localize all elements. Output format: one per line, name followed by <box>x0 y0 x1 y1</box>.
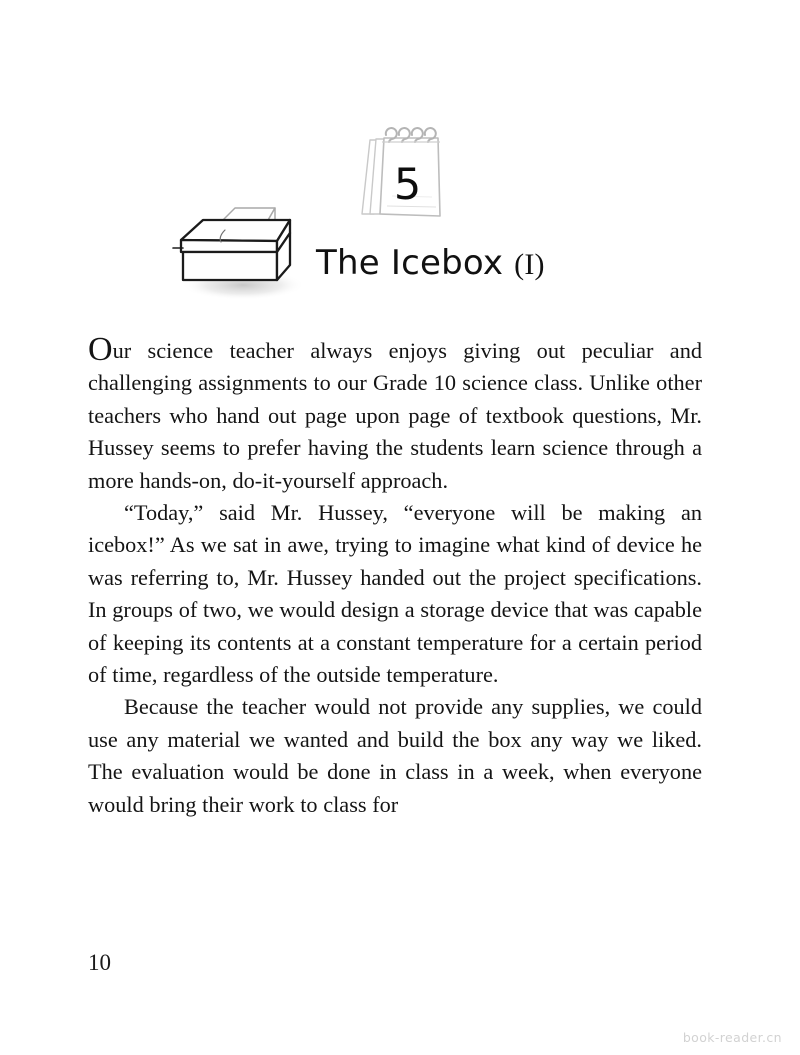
icebox-illustration <box>163 186 319 304</box>
chapter-title <box>316 243 545 283</box>
paragraph-text: “Today,” said Mr. Hussey, “everyone will be making an icebox!” As we sat in awe, trying to imagine what kind of device he was referring to, Mr. Hussey handed out the project specifications. In groups of two, we would design a storage device that was capable of keeping its contents at a constant temperature for a certain period of time, regardless of the outside temperature. <box>88 500 702 688</box>
chapter-title-numeral: (I) <box>514 248 545 281</box>
page-number: 10 <box>88 950 111 975</box>
drop-cap: O <box>88 331 113 368</box>
site-watermark: book-reader.cn <box>682 1030 782 1045</box>
paragraph <box>88 331 702 497</box>
body-text <box>88 331 702 821</box>
chapter-number: 5 <box>393 160 421 210</box>
chapter-title-main: The Icebox <box>316 243 504 283</box>
chapter-header <box>0 0 800 320</box>
paragraph <box>88 691 702 821</box>
desk-calendar-illustration <box>340 118 464 230</box>
paragraph <box>88 497 702 691</box>
paragraph-text: ur science teacher always enjoys giving out peculiar and challenging assignments to our Grade 10 science class. Unlike other teachers who hand out page upon page of textbook questions, Mr. Hussey seems to prefer having the students learn science through a more hands-on, do-it-yourself approach. <box>88 338 702 493</box>
paragraph-text: Because the teacher would not provide any supplies, we could use any material we wanted and build the box any way we liked. The evaluation would be done in class in a week, when everyone would bring their work to class for <box>88 694 702 817</box>
